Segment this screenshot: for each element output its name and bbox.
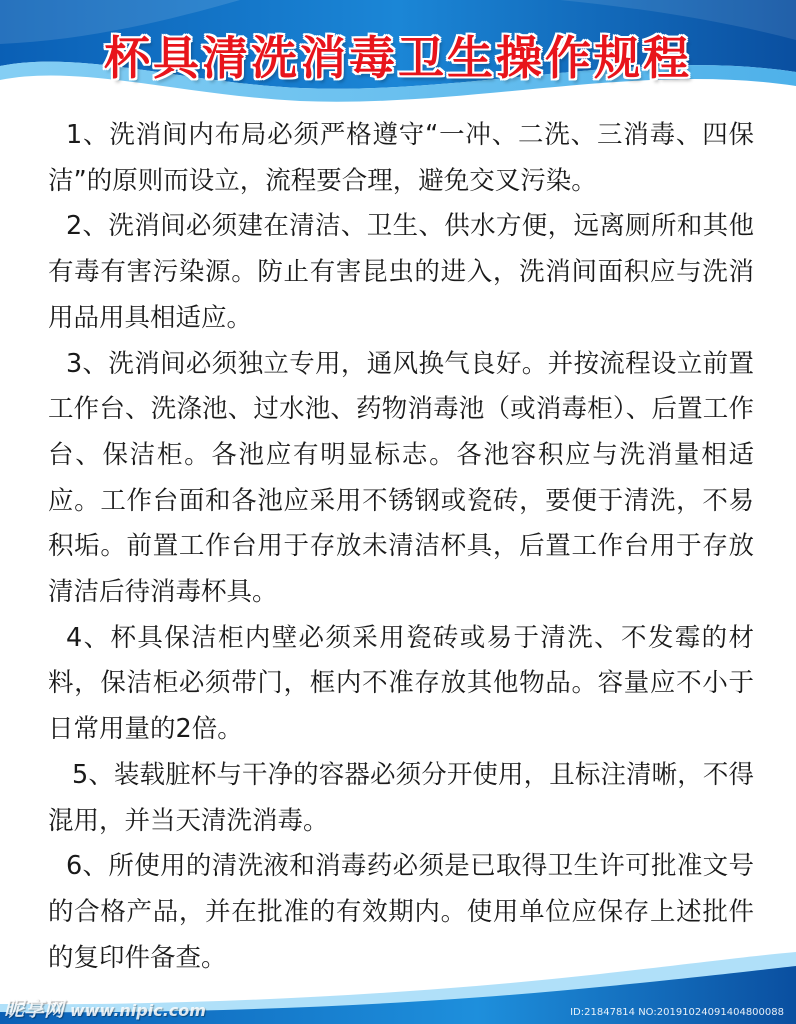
- regulation-body: [48, 113, 754, 981]
- watermark-id: ID:21847814 NO:20191024091404800088: [570, 1007, 784, 1018]
- paragraph-5: 5、装载脏杯与干净的容器必须分开使用，且标注清晰，不得混用，并当天清洗消毒。: [48, 759, 754, 836]
- paragraph-6: 6、所使用的清洗液和消毒药必须是已取得卫生许可批准文号的合格产品，并在批准的有效期内。使用单位应保存上述批件的复印件备查。: [48, 851, 754, 973]
- watermark-logo-text: 昵享网: [4, 997, 64, 1021]
- watermark-url: www.nipic.com: [70, 1001, 206, 1020]
- paragraph-1: 1、洗消间内布局必须严格遵守“一冲、二洗、三消毒、四保洁”的原则而设立，流程要合理，避免交叉污染。: [48, 120, 754, 196]
- paragraph-4: 4、杯具保洁柜内壁必须采用瓷砖或易于清洗、不发霉的材料，保洁柜必须带门，框内不准存放其他物品。容量应不小于日常用量的2倍。: [48, 622, 754, 745]
- paragraph-3: 3、洗消间必须独立专用，通风换气良好。并按流程设立前置工作台、洗涤池、过水池、药物消毒池（或消毒柜）、后置工作台、保洁柜。各池应有明显标志。各池容积应与洗消量相适应。工作台面和各池应采用不锈钢或瓷砖，要便于清洗，不易积垢。前置工作台用于存放未清洁杯具，后置工作台用于存放清洁后待消毒杯具。: [48, 348, 754, 608]
- paragraph-2: 2、洗消间必须建在清洁、卫生、供水方便，远离厕所和其他有毒有害污染源。防止有害昆虫的进入，洗消间面积应与洗消用品用具相适应。: [48, 211, 754, 333]
- page-title: 杯具清洗消毒卫生操作规程: [104, 31, 692, 85]
- watermark-logo: [4, 993, 206, 1022]
